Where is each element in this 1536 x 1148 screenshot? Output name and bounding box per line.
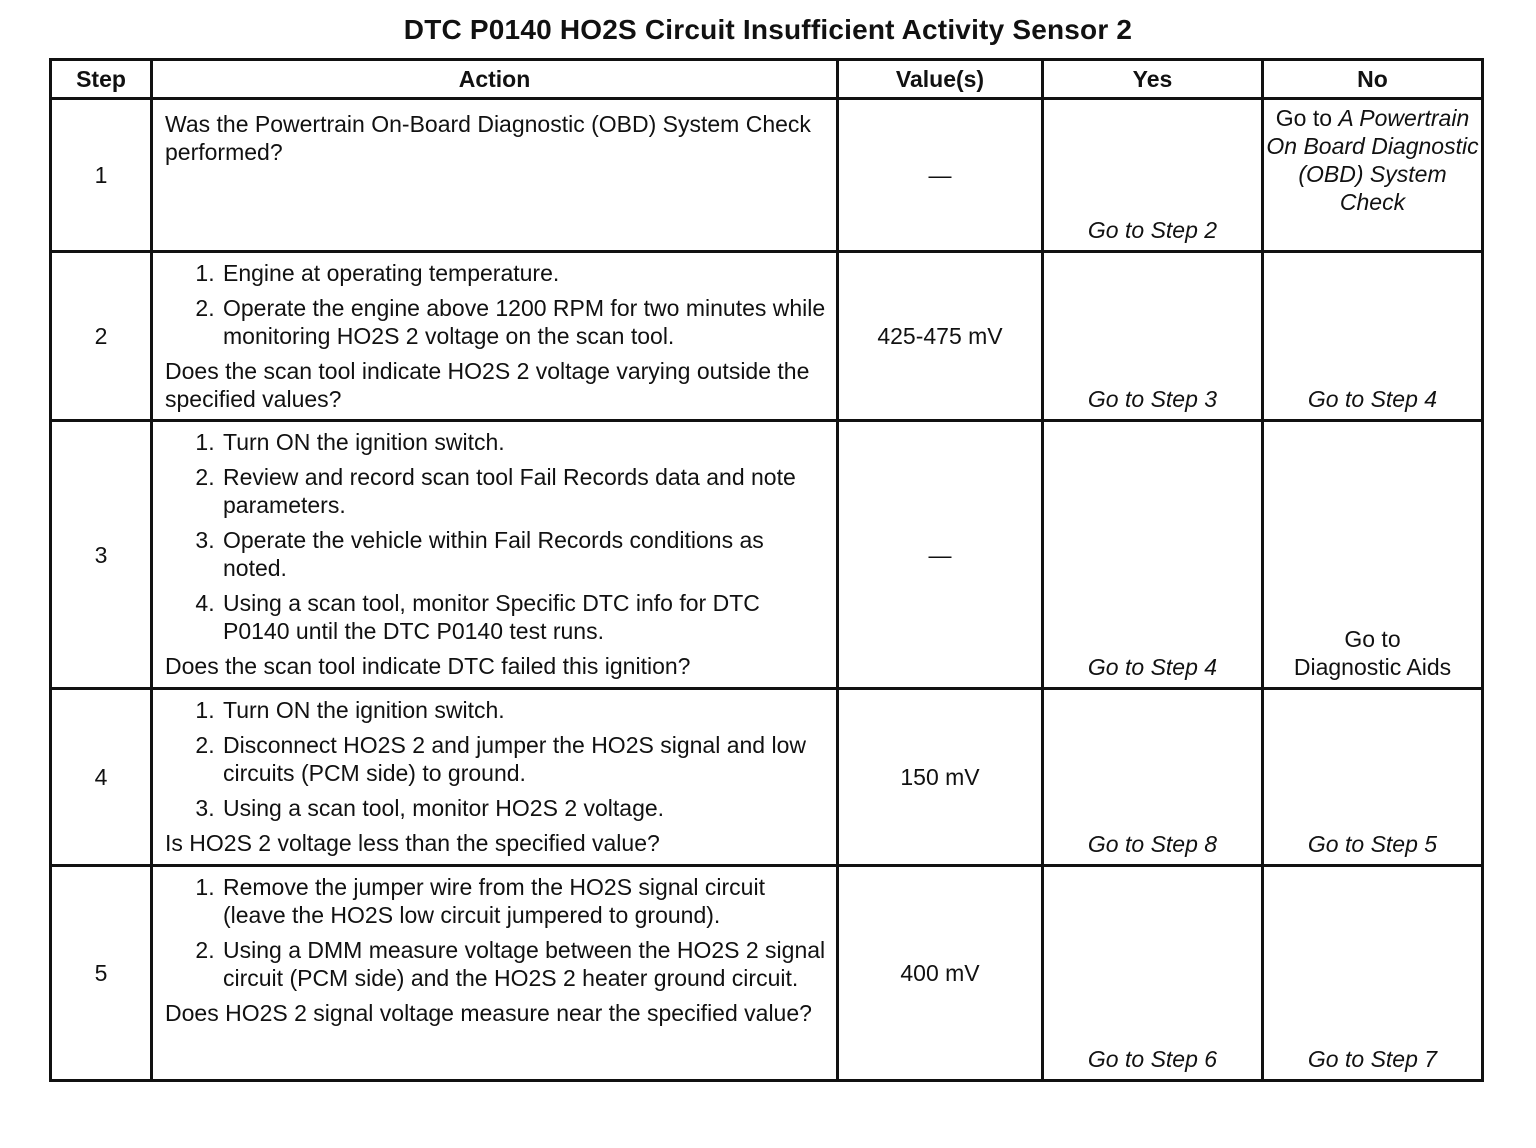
table-row <box>51 866 1483 1081</box>
action-question: Does the scan tool indicate DTC failed this ignition? <box>165 653 691 679</box>
action-cell <box>152 689 838 866</box>
value-cell: — <box>838 421 1043 689</box>
no-cell: Go to Step 7 <box>1263 866 1483 1081</box>
value-cell: 400 mV <box>838 866 1043 1081</box>
action-step-item: 2. Using a DMM measure voltage between the HO2S 2 signal circuit (PCM side) and the HO2S 2 heater ground circuit. <box>221 936 826 992</box>
action-steps <box>165 259 826 350</box>
action-question: Does the scan tool indicate HO2S 2 voltage varying outside the specified values? <box>165 358 810 412</box>
action-step-item: 1. Turn ON the ignition switch. <box>221 696 826 724</box>
yes-cell: Go to Step 6 <box>1043 866 1263 1081</box>
action-step-item: 3. Operate the vehicle within Fail Records conditions as noted. <box>221 526 826 582</box>
header-step: Step <box>51 60 152 99</box>
action-step-item: 1. Engine at operating temperature. <box>221 259 826 287</box>
no-reference-link[interactable]: A Powertrain On Board Diagnostic (OBD) System Check <box>1266 105 1479 215</box>
action-steps <box>165 696 826 822</box>
action-question: Was the Powertrain On-Board Diagnostic (OBD) System Check performed? <box>165 111 811 165</box>
header-no: No <box>1263 60 1483 99</box>
no-prefix: Go to <box>1275 105 1333 131</box>
value-cell: 150 mV <box>838 689 1043 866</box>
action-step-item: 2. Review and record scan tool Fail Records data and note parameters. <box>221 463 826 519</box>
table-row <box>51 421 1483 689</box>
action-step-item: 1. Turn ON the ignition switch. <box>221 428 826 456</box>
action-step-item: 2. Operate the engine above 1200 RPM for two minutes while monitoring HO2S 2 voltage on the scan tool. <box>221 294 826 350</box>
page-title: DTC P0140 HO2S Circuit Insufficient Activity Sensor 2 <box>403 14 1133 45</box>
action-step-item: 4. Using a scan tool, monitor Specific DTC info for DTC P0140 until the DTC P0140 test runs. <box>221 589 826 645</box>
step-number: 5 <box>51 866 152 1081</box>
header-yes: Yes <box>1043 60 1263 99</box>
action-steps <box>165 873 826 992</box>
action-step-item: 3. Using a scan tool, monitor HO2S 2 voltage. <box>221 794 826 822</box>
step-number: 3 <box>51 421 152 689</box>
table-row <box>51 99 1483 252</box>
yes-cell: Go to Step 2 <box>1043 99 1263 252</box>
action-step-item: 1. Remove the jumper wire from the HO2S signal circuit (leave the HO2S low circuit jumpered to ground). <box>221 873 826 929</box>
no-prefix: Go to <box>1344 626 1401 652</box>
no-cell: Go to Step 4 <box>1263 252 1483 421</box>
no-cell <box>1263 421 1483 689</box>
step-number: 1 <box>51 99 152 252</box>
value-cell: 425-475 mV <box>838 252 1043 421</box>
no-reference-link[interactable]: Diagnostic Aids <box>1293 654 1452 680</box>
table-row <box>51 689 1483 866</box>
yes-cell: Go to Step 3 <box>1043 252 1263 421</box>
action-question: Is HO2S 2 voltage less than the specified value? <box>165 830 660 856</box>
action-cell <box>152 866 838 1081</box>
no-cell: Go to Step 5 <box>1263 689 1483 866</box>
action-steps <box>165 428 826 645</box>
action-cell <box>152 421 838 689</box>
header-row <box>51 60 1483 99</box>
yes-cell: Go to Step 8 <box>1043 689 1263 866</box>
step-number: 2 <box>51 252 152 421</box>
table-row <box>51 252 1483 421</box>
action-cell <box>152 252 838 421</box>
action-step-item: 2. Disconnect HO2S 2 and jumper the HO2S signal and low circuits (PCM side) to ground. <box>221 731 826 787</box>
no-cell <box>1263 99 1483 252</box>
diagnostic-table <box>49 58 1484 1082</box>
yes-cell: Go to Step 4 <box>1043 421 1263 689</box>
action-cell <box>152 99 838 252</box>
header-action: Action <box>152 60 838 99</box>
header-values: Value(s) <box>838 60 1043 99</box>
action-question: Does HO2S 2 signal voltage measure near the specified value? <box>165 1000 812 1026</box>
step-number: 4 <box>51 689 152 866</box>
value-cell: — <box>838 99 1043 252</box>
